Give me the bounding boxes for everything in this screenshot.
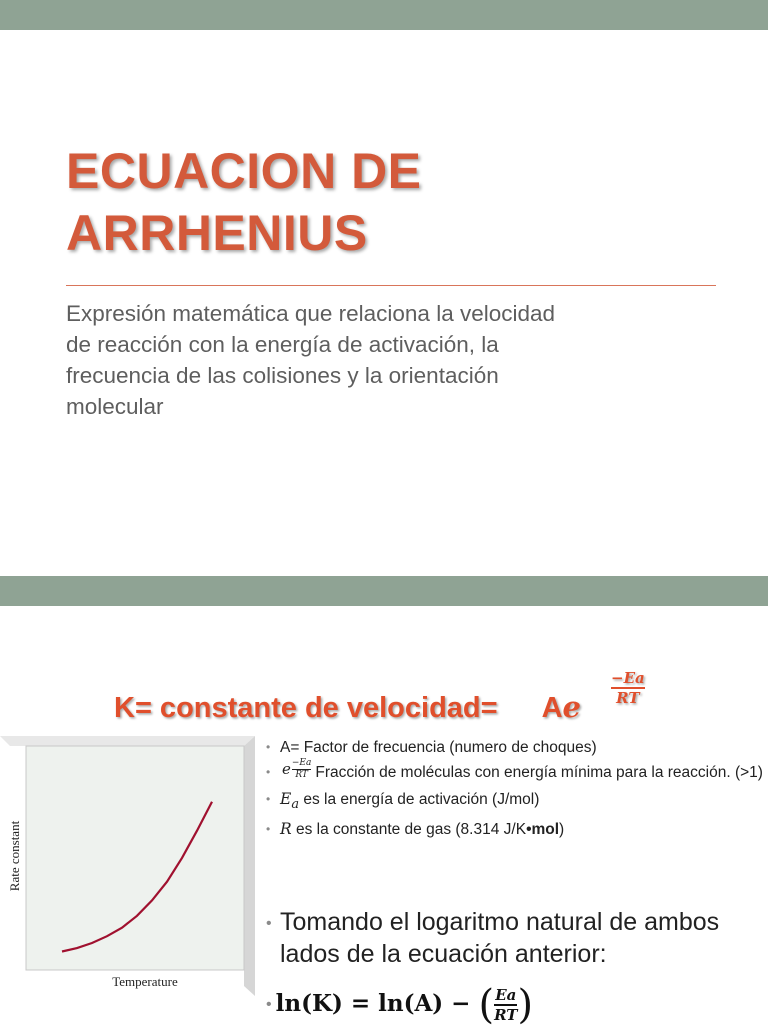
- definition-list: [266, 737, 766, 846]
- slide-separator-band: [0, 576, 768, 606]
- exponent-denominator: RT: [616, 689, 640, 707]
- bullet-suffix: ): [559, 821, 565, 839]
- bullet-text: es la constante de gas (8.314 J/K: [295, 821, 527, 839]
- title-line-1: ECUACION DE: [66, 143, 422, 199]
- symbol-E: E: [280, 790, 292, 808]
- left-paren: (: [478, 982, 495, 1028]
- right-paren: ): [517, 982, 534, 1028]
- formula-e: e: [562, 690, 581, 724]
- equation-denominator: RT: [494, 1006, 518, 1024]
- log-bullet-list: [266, 906, 766, 970]
- exp-denominator: RT: [295, 770, 308, 781]
- log-equation: [266, 982, 533, 1028]
- x-axis-label: Temperature: [112, 974, 178, 989]
- heading-text: K= constante de velocidad=: [114, 692, 498, 724]
- formula-A: A: [541, 692, 563, 724]
- bullet-dot-icon: •: [266, 996, 272, 1013]
- bullet-fraction: [266, 758, 766, 783]
- exponential-term: [282, 758, 312, 781]
- slide-subtitle: Expresión matemática que relaciona la velocidad de reacción con la energía de activación, la frecuencia de las colisiones y la orientación molecular: [66, 301, 556, 419]
- chart-frame-right: [244, 736, 255, 996]
- title-line-2: ARRHENIUS: [66, 205, 368, 261]
- subscript-a: a: [291, 797, 300, 813]
- equation-numerator: Ea: [495, 986, 517, 1004]
- bullet-activation-energy: [266, 789, 766, 815]
- formula-heading: [114, 669, 645, 725]
- title-divider: [66, 285, 716, 286]
- bullet-bold-unit: •mol: [526, 821, 560, 839]
- slide-title: [66, 140, 422, 264]
- bullet-text: A= Factor de frecuencia (numero de choques): [280, 739, 597, 756]
- bullet-gas-constant: [266, 819, 766, 840]
- exp-base: e: [282, 760, 291, 779]
- bullet-text: Tomando el logaritmo natural de ambos lados de la ecuación anterior:: [280, 908, 720, 968]
- equation-lhs: ln(K) = ln(A) −: [275, 990, 479, 1017]
- equation-fraction: [494, 987, 517, 1023]
- y-axis-label: Rate constant: [7, 820, 22, 892]
- rate-vs-temperature-chart: [0, 736, 255, 996]
- bullet-text: Fracción de moléculas con energía mínima para la reacción. (>1): [315, 764, 763, 781]
- bullet-frequency-factor: [266, 737, 766, 758]
- formula-exponent: [611, 670, 645, 706]
- chart-frame-top: [0, 736, 255, 746]
- chart-plot-area: [26, 746, 244, 970]
- bullet-text: es la energía de activación (J/mol): [303, 791, 540, 808]
- exponent-numerator: −Ea: [611, 669, 645, 687]
- bullet-log-intro: [266, 906, 766, 970]
- exp-numerator: −Ea: [291, 758, 312, 769]
- symbol-R: R: [280, 820, 292, 839]
- top-band: [0, 0, 768, 30]
- chart-svg: [0, 736, 255, 996]
